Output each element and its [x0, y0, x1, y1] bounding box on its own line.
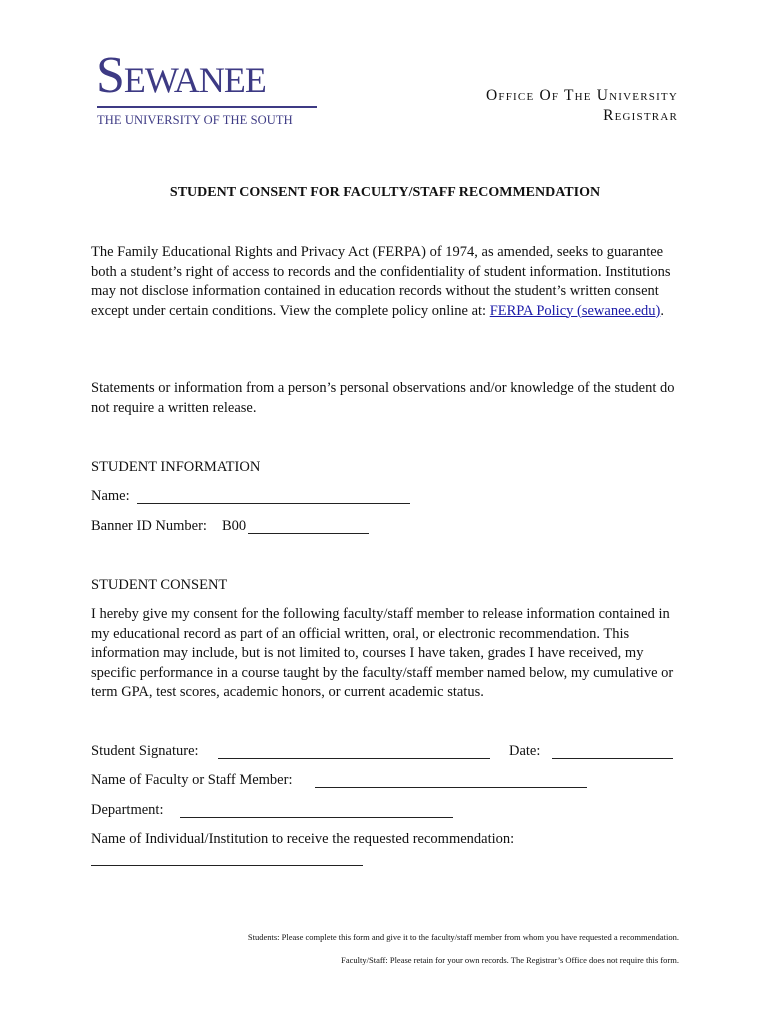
banner-id-input-line[interactable]: [248, 533, 369, 534]
student-consent-heading: STUDENT CONSENT: [91, 577, 228, 593]
faculty-name-line[interactable]: [315, 787, 587, 788]
name-label: Name:: [91, 488, 130, 504]
consent-paragraph: I hereby give my consent for the following faculty/staff member to release information contained in my educational record as part of an official written, oral, or electronic recommendation. This information may include, but is not limited to, courses I have taken, grades I have received, my specific performance in a course taught by the faculty/staff member named below, my cumulative or term GPA, test scores, academic honors, or current academic status.: [91, 606, 674, 700]
office-line-2: Registrar: [603, 107, 678, 124]
logo-divider: [97, 106, 317, 108]
office-heading: [440, 86, 678, 126]
ferpa-intro-text: The Family Educational Rights and Privacy Act (FERPA) of 1974, as amended, seeks to guarantee both a student’s right of access to records and the confidentiality of student information. Institutions may not disclose information contained in education records without the student’s written consent except under certain conditions. View the complete policy online at:: [91, 244, 671, 319]
office-line-1: Office Of The University: [486, 87, 678, 104]
banner-id-prefix: B00: [222, 518, 247, 534]
ferpa-intro: [91, 243, 691, 321]
faculty-note: Faculty/Staff: Please retain for your own records. The Registrar’s Office does not require this form.: [341, 955, 679, 965]
statement-paragraph: Statements or information from a person’s personal observations and/or knowledge of the student do not require a written release.: [91, 380, 675, 416]
sewanee-logo: Sewanee: [96, 47, 266, 104]
student-signature-label: Student Signature:: [91, 743, 199, 759]
ferpa-policy-link[interactable]: FERPA Policy (sewanee.edu): [489, 302, 661, 319]
banner-id-label: Banner ID Number:: [91, 518, 207, 534]
logo-subtitle: THE UNIVERSITY OF THE SOUTH: [97, 113, 293, 127]
date-label: Date:: [509, 743, 541, 759]
students-note: Students: Please complete this form and give it to the faculty/staff member from whom you have requested a recommendation.: [247, 932, 679, 942]
department-line[interactable]: [180, 817, 453, 818]
student-signature-line[interactable]: [218, 758, 490, 759]
name-input-line[interactable]: [137, 503, 410, 504]
faculty-name-label: Name of Faculty or Staff Member:: [91, 772, 293, 788]
department-label: Department:: [91, 802, 164, 818]
recipient-line[interactable]: [91, 865, 363, 866]
student-info-heading: STUDENT INFORMATION: [91, 459, 261, 475]
ferpa-intro-end: .: [660, 302, 664, 319]
recipient-label: Name of Individual/Institution to receive the requested recommendation:: [91, 831, 515, 847]
form-title: STUDENT CONSENT FOR FACULTY/STAFF RECOMMENDATION: [169, 185, 601, 200]
date-input-line[interactable]: [552, 758, 673, 759]
